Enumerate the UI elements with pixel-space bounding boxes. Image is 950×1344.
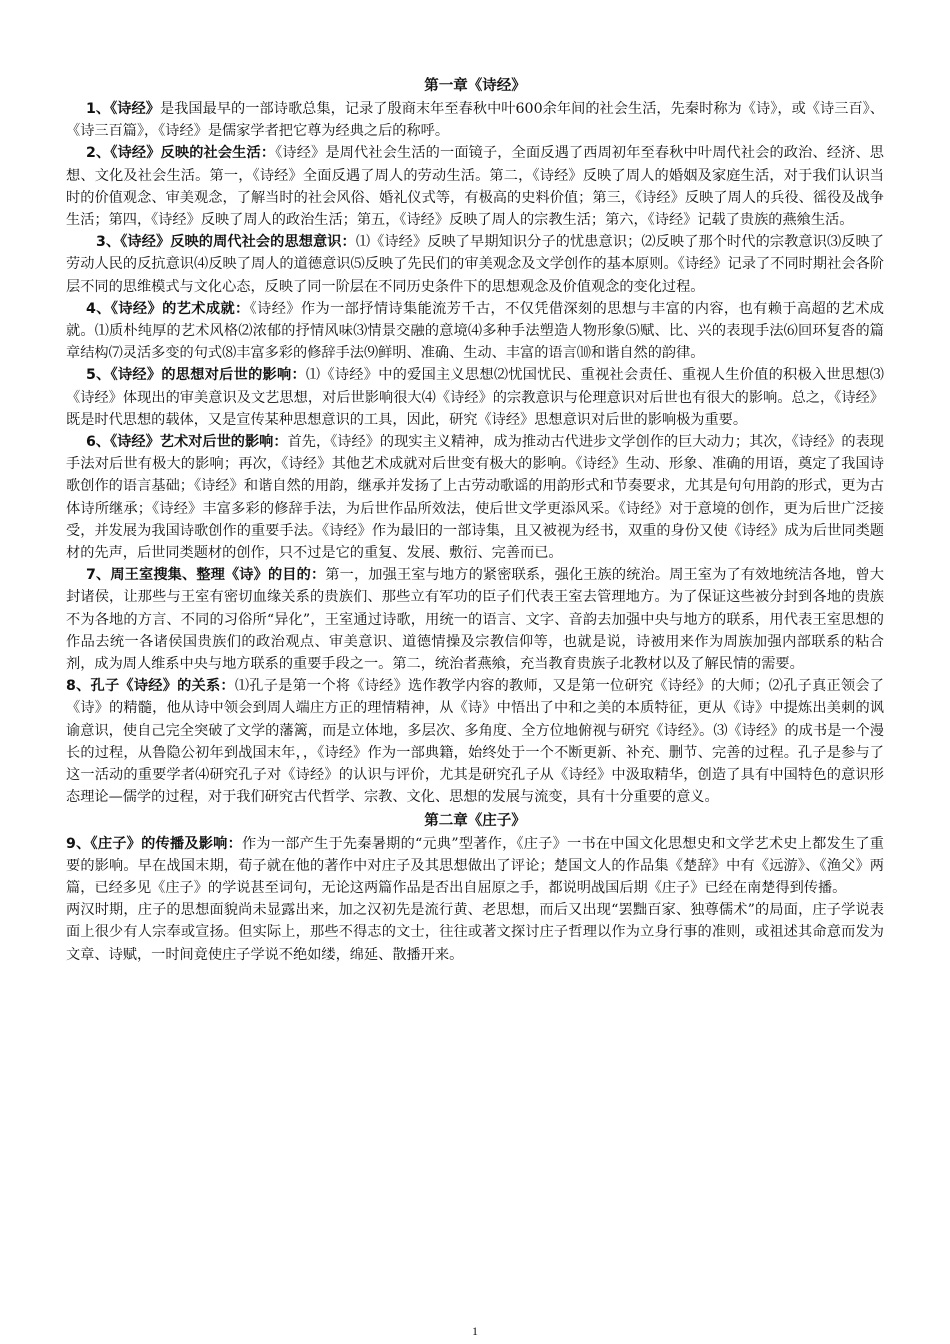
paragraph-body: ⑴《诗经》中的爱国主义思想⑵忧国忧民、重视社会责任、重视人生价值的积极入世思想⑶《诗经》体现出的审美意识及文艺思想，对后世影响很大⑷《诗经》的宗教意识与伦理意识对后世也有很大的影响。总之，《诗经》既是时代思想的载体，又是宣传某种思想意识的工具，因此，研究《诗经》思想意识对后世的影响极为重要。	[66, 367, 884, 428]
paragraph-heading: 6、《诗经》艺术对后世的影响：	[86, 434, 288, 451]
paragraph-body: 是我国最早的一部诗歌总集，记录了殷商末年至春秋中叶600余年间的社会生活，先秦时称为《诗》，或《诗三百》、《诗三百篇》，《诗经》是儒家学者把它尊为经典之后的称呼。	[66, 101, 884, 140]
paragraph-1	[66, 98, 884, 142]
paragraph-body: ⑴《诗经》反映了早期知识分子的忧患意识；⑵反映了那个时代的宗教意识⑶反映了劳动人民的反抗意识⑷反映了周人的道德意识⑸反映了先民们的审美观念及文学创作的基本原则。《诗经》记录了不同时期社会各阶层不同的思维模式与文化心态，反映了同一阶层在不同历史条件下的思想观念及价值观念的变化过程。	[66, 234, 884, 295]
paragraph-body: 作为一部产生于先秦暑期的“元典”型著作，《庄子》一书在中国文化思想史和文学艺术史上都发生了重要的影响。早在战国末期，荀子就在他的著作中对庄子及其思想做出了评论；楚国文人的作品集《楚辞》中有《远游》、《渔父》两篇，已经多见《庄子》的学说甚至词句，无论这两篇作品是否出自屈原之手，都说明战国后期《庄子》已经在南楚得到传播。	[66, 835, 884, 896]
paragraph-heading: 4、《诗经》的艺术成就：	[86, 300, 250, 317]
paragraph-heading: 9、《庄子》的传播及影响：	[66, 835, 243, 852]
paragraph-4	[66, 298, 884, 365]
paragraph-6	[66, 431, 884, 564]
paragraph-3	[66, 231, 884, 298]
paragraph-2	[66, 142, 884, 231]
paragraph-heading: 5、《诗经》的思想对后世的影响：	[86, 367, 306, 384]
paragraph-7	[66, 564, 884, 675]
paragraph-heading: 7、周王室搜集、整理《诗》的目的：	[86, 567, 326, 584]
paragraph-body: 《诗经》是周代社会生活的一面镜子，全面反遇了西周初年至春秋中叶周代社会的政治、经济、思想、文化及社会生活。第一，《诗经》全面反遇了周人的劳动生活。第二，《诗经》反映了周人的婚姻及家庭生活，对于我们认识当时的价值观念、审美观念，了解当时的社会风俗、婚礼仪式等，有极高的史料价值；第三，《诗经》反映了周人的兵役、徭役及战争生活；第四，《诗经》反映了周人的政治生活；第五，《诗经》反映了周人的宗教生活；第六，《诗经》记载了贵族的燕飨生活。	[66, 145, 884, 229]
paragraph-5	[66, 364, 884, 431]
paragraph-body: ⑴孔子是第一个将《诗经》选作教学内容的教师，又是第一位研究《诗经》的大师；⑵孔子真正领会了《诗》的精髓，他从诗中领会到周人端庄方正的理情精神，从《诗》中悟出了中和之美的本质特征，更从《诗》中提炼出美刺的讽谕意识，使自己完全突破了文学的藩篱，而是立体地，多层次、多角度、全方位地俯视与研究《诗经》。⑶《诗经》的成书是一个漫长的过程，从鲁隐公初年到战国末年，，《诗经》作为一部典籍，始终处于一个不断更新、补充、删节、完善的过程。孔子是参与了这一活动的重要学者⑷研究孔子对《诗经》的认识与评价，尤其是研究孔子从《诗经》中汲取精华，创造了具有中国特色的意识形态理论—儒学的过程，对于我们研究古代哲学、宗教、文化、思想的发展与流变，具有十分重要的意义。	[66, 678, 884, 806]
page-number: 1	[472, 1324, 478, 1338]
chapter-1-title: 第一章《诗经》	[424, 78, 526, 94]
paragraph-body: 第一，加强王室与地方的紧密联系，强化王族的统治。周王室为了有效地统洁各地，曾大封诸侯，让那些与王室有密切血缘关系的贵族们、那些立有军功的臣子们代表王室去管理地方。为了保证这些被分封到各地的贵族不为各地的方言、不同的习俗所“异化”，王室通过诗歌，用统一的语言、文字、音韵去加强中央与地方的联系，用代表王室思想的作品去统一各诸侯国贵族们的政治观点、审美意识、道德情操及宗教信仰等，也就是说，诗被用来作为周族加强内部联系的粘合剂，成为周人维系中央与地方联系的重要手段之一。第二，统治者燕飨，充当教育贵族子北教材以及了解民情的需要。	[66, 567, 884, 673]
paragraph-heading: 3、《诗经》反映的周代社会的思想意识：	[96, 234, 356, 251]
chapter-2-title: 第二章《庄子》	[424, 812, 526, 829]
paragraph-body: 首先，《诗经》的现实主义精神，成为推动古代进步文学创作的巨大动力；其次，《诗经》的表现手法对后世有极大的影响；再次，《诗经》其他艺术成就对后世变有极大的影响。《诗经》生动、形象、准确的用语，奠定了我国诗歌创作的语言基础；《诗经》和谐自然的用韵，继承并发扬了上古劳动歌谣的用韵形式和节奏要求，尤其是句句用韵的形式，更为古体诗所继承；《诗经》丰富多彩的修辞手法，为后世作品所效法，使后世文学更添风采。《诗经》对于意境的创作，更为后世广泛接受，并发展为我国诗歌创作的重要手法。《诗经》作为最旧的一部诗集，且又被视为经书，双重的身份又使《诗经》成为后世同类题材的先声，后世同类题材的创作，只不过是它的重复、发展、敷衍、完善而已。	[66, 434, 884, 562]
document-page	[66, 74, 884, 966]
paragraph-10: 两汉时期，庄子的思想面貌尚未显露出来，加之汉初先是流行黄、老思想，而后又出现“罢黜百家、独尊儒术”的局面，庄子学说表面上很少有人宗奉或宣扬。但实际上，那些不得志的文士，往往或著文探讨庄子哲理以作为立身行事的准则，或祖述其命意而发为文章、诗赋，一时间竟使庄子学说不绝如缕，绵延、散播开来。	[66, 902, 884, 963]
paragraph-body: 《诗经》作为一部抒情诗集能流芳千古，不仅凭借深刻的思想与丰富的内容，也有赖于高超的艺术成就。⑴质朴纯厚的艺术风格⑵浓郁的抒情风味⑶情景交融的意境⑷多种手法塑造人物形象⑸赋、比、兴的表现手法⑹回环复沓的篇章结构⑺灵活多变的句式⑻丰富多彩的修辞手法⑼鲜明、准确、生动、丰富的语言⑽和谐自然的韵律。	[66, 300, 884, 362]
paragraph-heading: 8、孔子《诗经》的关系：	[66, 678, 235, 695]
paragraph-heading: 2、《诗经》反映的社会生活：	[86, 145, 276, 162]
paragraph-heading: 1、《诗经》	[86, 101, 160, 117]
paragraph-9	[66, 833, 884, 900]
paragraph-8	[66, 675, 884, 808]
